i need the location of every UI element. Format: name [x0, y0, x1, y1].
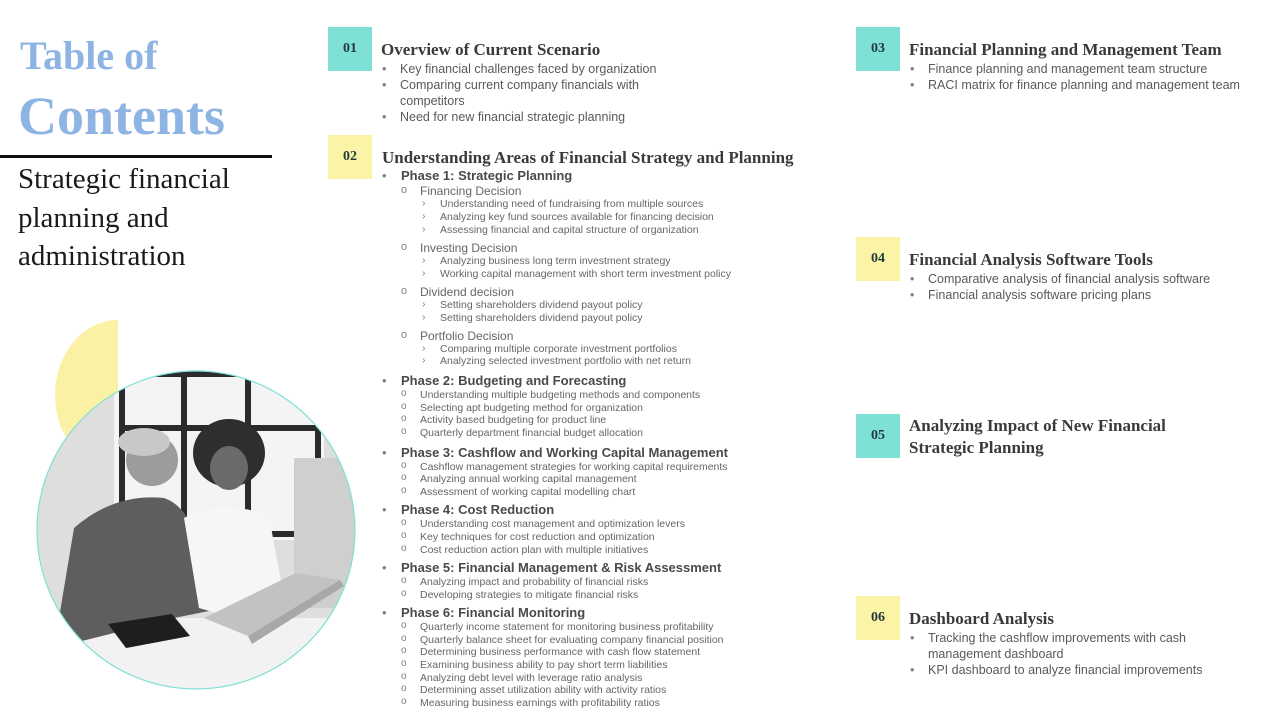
title-line-1: Table of	[20, 33, 158, 78]
page-subtitle: Strategic financial planning and administration	[18, 163, 230, 272]
list-item: › Comparing multiple corporate investment portfolios	[382, 343, 852, 356]
phase-title: • Phase 4: Cost Reduction	[382, 502, 852, 518]
list-item: • Key financial challenges faced by organization	[382, 61, 692, 77]
list-item: • Financial analysis software pricing plans	[910, 287, 1250, 303]
list-item: o Understanding multiple budgeting methods and components	[382, 389, 852, 402]
decision-title: o Investing Decision	[382, 241, 852, 255]
list-item: › Understanding need of fundraising from multiple sources	[382, 198, 852, 211]
list-item: o Analyzing impact and probability of financial risks	[382, 576, 852, 589]
list-item: o Quarterly balance sheet for evaluating company financial position	[382, 634, 852, 647]
phase-title: • Phase 3: Cashflow and Working Capital Management	[382, 445, 852, 461]
list-item: o Developing strategies to mitigate financial risks	[382, 589, 852, 602]
decision-title: o Portfolio Decision	[382, 329, 852, 343]
phase-title: • Phase 2: Budgeting and Forecasting	[382, 373, 852, 389]
title-divider	[0, 155, 272, 158]
list-item: › Working capital management with short term investment policy	[382, 268, 852, 281]
list-item: o Cost reduction action plan with multiple initiatives	[382, 544, 852, 557]
business-people-laptop-icon	[34, 318, 358, 692]
section-title-04: Financial Analysis Software Tools	[909, 250, 1153, 269]
list-item: o Cashflow management strategies for working capital requirements	[382, 461, 852, 474]
list-item: o Understanding cost management and optimization levers	[382, 518, 852, 531]
list-item: • RACI matrix for finance planning and management team	[910, 77, 1275, 93]
title-line-2: Contents	[18, 86, 226, 146]
section-number-05: 05	[856, 414, 900, 458]
section-title-02: Understanding Areas of Financial Strategy and Planning	[382, 148, 794, 167]
list-item: • Finance planning and management team structure	[910, 61, 1275, 77]
section-number-04: 04	[856, 237, 900, 281]
list-item: o Analyzing annual working capital management	[382, 473, 852, 486]
phase-title: • Phase 1: Strategic Planning	[382, 168, 852, 184]
list-item: o Assessment of working capital modelling chart	[382, 486, 852, 499]
list-item: › Analyzing selected investment portfolio with net return	[382, 355, 852, 368]
section-number-03: 03	[856, 27, 900, 71]
decision-title: o Dividend decision	[382, 285, 852, 299]
list-item: o Key techniques for cost reduction and optimization	[382, 531, 852, 544]
list-item: o Activity based budgeting for product line	[382, 414, 852, 427]
phase-title: • Phase 5: Financial Management & Risk Assessment	[382, 560, 852, 576]
list-item: › Setting shareholders dividend payout policy	[382, 312, 852, 325]
list-item: • Need for new financial strategic planning	[382, 109, 692, 125]
list-item: › Setting shareholders dividend payout policy	[382, 299, 852, 312]
list-item: o Selecting apt budgeting method for organization	[382, 402, 852, 415]
list-item: • Comparing current company financials with competitors	[382, 77, 642, 109]
phase-title: • Phase 6: Financial Monitoring	[382, 605, 852, 621]
section-title-05: Analyzing Impact of New Financial Strategic Planning	[909, 416, 1166, 457]
section-title-06: Dashboard Analysis	[909, 609, 1055, 628]
section-title-03: Financial Planning and Management Team	[909, 40, 1222, 59]
list-item: o Quarterly department financial budget allocation	[382, 427, 852, 440]
list-item: o Determining asset utilization ability with activity ratios	[382, 684, 852, 697]
section-03-list	[910, 61, 1275, 93]
list-item: o Examining business ability to pay short term liabilities	[382, 659, 852, 672]
list-item: › Analyzing key fund sources available for financing decision	[382, 211, 852, 224]
photo-illustration	[34, 318, 358, 692]
list-item: o Determining business performance with cash flow statement	[382, 646, 852, 659]
section-02-outline	[382, 168, 852, 709]
section-number-06: 06	[856, 596, 900, 640]
section-title-01: Overview of Current Scenario	[381, 40, 601, 59]
list-item: o Analyzing debt level with leverage ratio analysis	[382, 672, 852, 685]
list-item: o Measuring business earnings with profitability ratios	[382, 697, 852, 710]
decision-title: o Financing Decision	[382, 184, 852, 198]
section-number-02: 02	[328, 135, 372, 179]
section-01-list	[382, 61, 692, 125]
list-item: • Tracking the cashflow improvements with cash management dashboard	[910, 630, 1230, 662]
list-item: • Comparative analysis of financial analysis software	[910, 271, 1250, 287]
section-number-01: 01	[328, 27, 372, 71]
section-04-list	[910, 271, 1250, 303]
section-06-list	[910, 630, 1230, 678]
list-item: o Quarterly income statement for monitoring business profitability	[382, 621, 852, 634]
list-item: › Analyzing business long term investment strategy	[382, 255, 852, 268]
list-item: › Assessing financial and capital structure of organization	[382, 224, 852, 237]
list-item: • KPI dashboard to analyze financial improvements	[910, 662, 1230, 678]
